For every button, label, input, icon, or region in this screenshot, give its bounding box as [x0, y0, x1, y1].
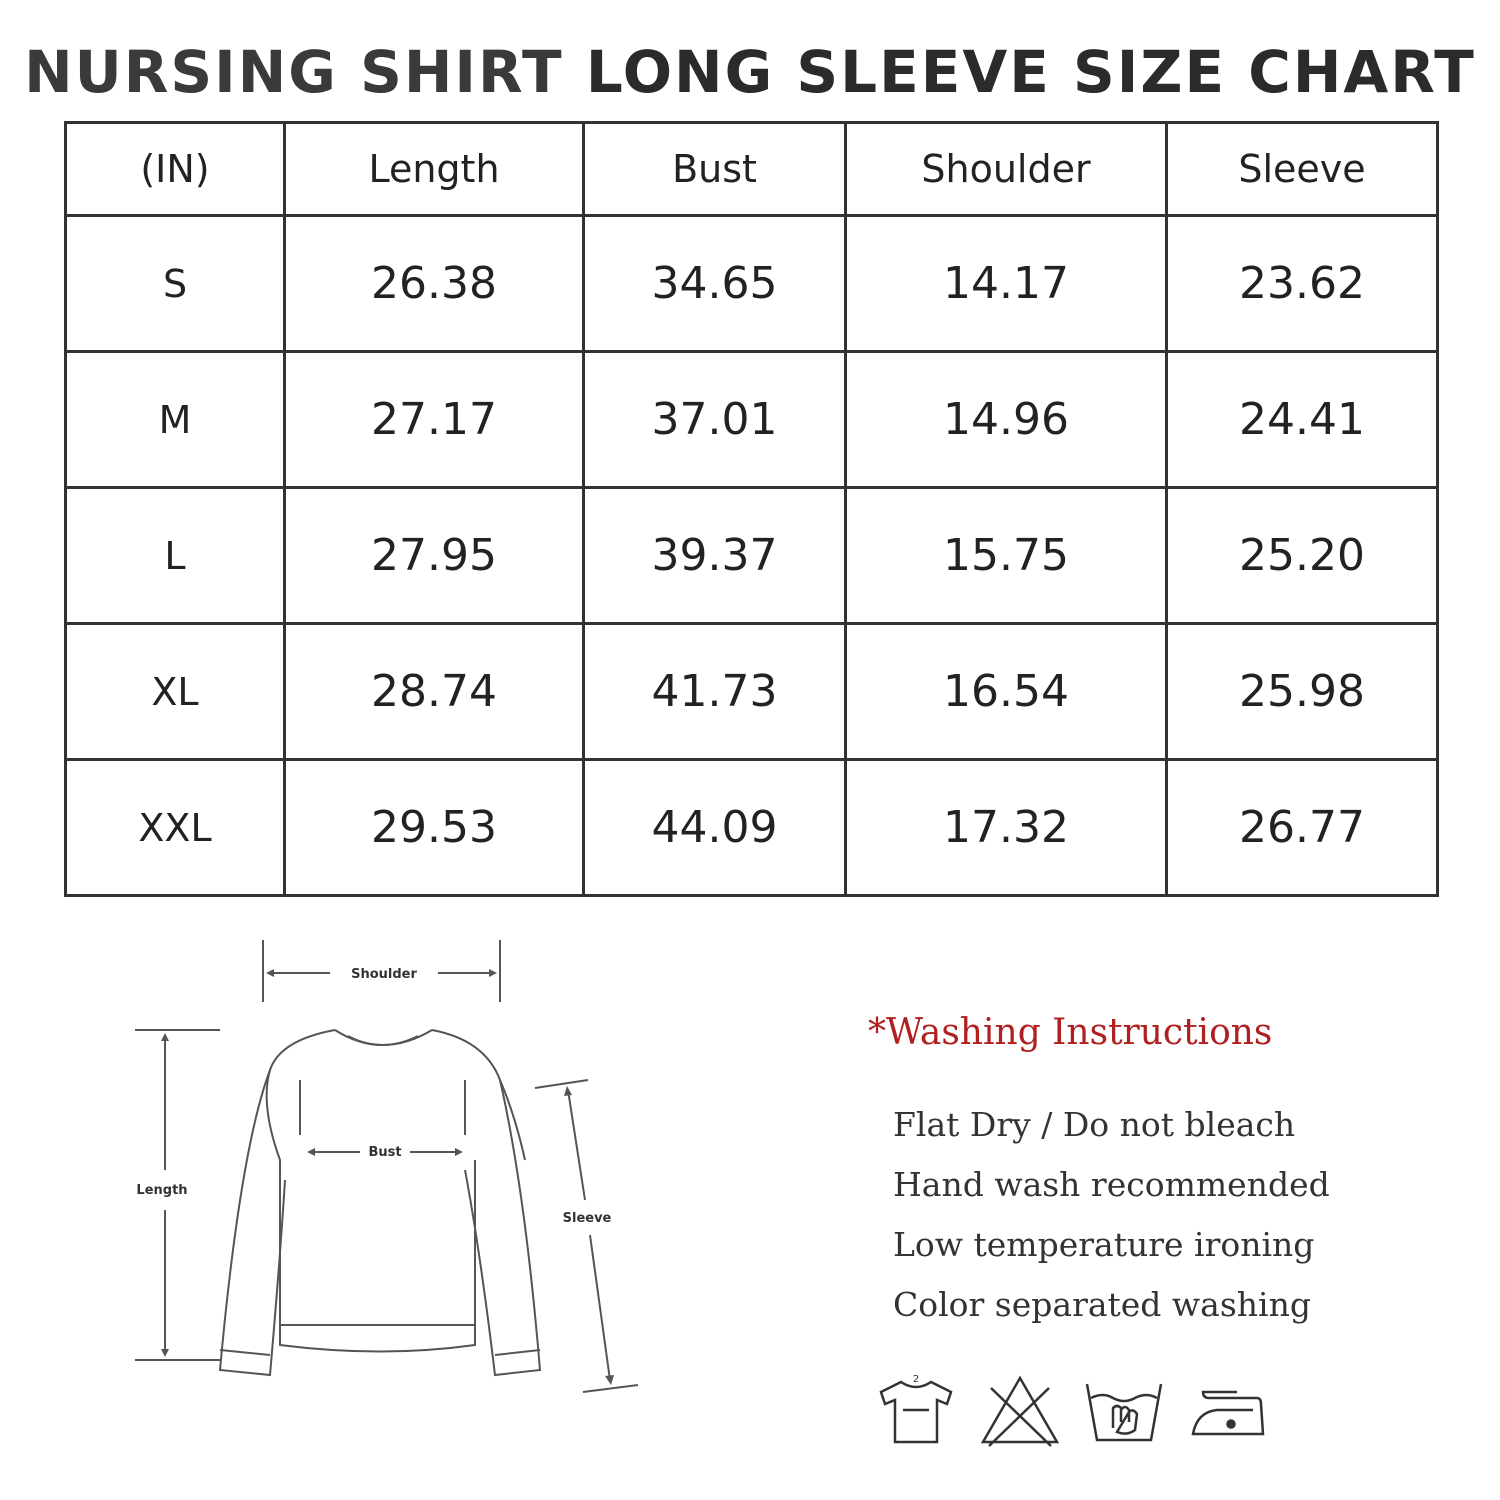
shoulder-cell: 16.54: [846, 624, 1167, 760]
length-cell: 29.53: [285, 760, 584, 896]
size-chart-table: [64, 121, 1439, 897]
bust-cell: 41.73: [584, 624, 846, 760]
list-item: Color separated washing: [893, 1285, 1311, 1324]
title-part-1: NURSING SHIRT: [24, 38, 564, 106]
shoulder-cell: 15.75: [846, 488, 1167, 624]
table-header-row: [66, 123, 1438, 216]
bust-measure: [307, 1145, 463, 1160]
size-cell: XXL: [66, 760, 285, 896]
washing-instructions-list: [893, 1100, 1330, 1340]
page-title: [0, 38, 1500, 106]
care-icons: [875, 1370, 1269, 1452]
length-cell: 26.38: [285, 216, 584, 352]
sleeve-cell: 25.20: [1167, 488, 1438, 624]
title-part-2: LONG SLEEVE SIZE CHART: [585, 38, 1476, 106]
svg-text:2: 2: [912, 1374, 920, 1385]
header-sleeve: Sleeve: [1167, 123, 1438, 216]
header-length: Length: [285, 123, 584, 216]
low-temperature-iron-icon: [1187, 1370, 1269, 1452]
sleeve-cell: 24.41: [1167, 352, 1438, 488]
sleeve-cell: 25.98: [1167, 624, 1438, 760]
do-not-bleach-icon: [979, 1370, 1061, 1452]
table-row: [66, 624, 1438, 760]
length-cell: 27.17: [285, 352, 584, 488]
header-shoulder: Shoulder: [846, 123, 1167, 216]
header-bust: Bust: [584, 123, 846, 216]
washing-instructions-title: *Washing Instructions: [868, 1012, 1273, 1053]
bust-label: Bust: [368, 1145, 402, 1160]
shoulder-cell: 17.32: [846, 760, 1167, 896]
size-cell: XL: [66, 624, 285, 760]
bust-cell: 44.09: [584, 760, 846, 896]
list-item: Hand wash recommended: [893, 1165, 1330, 1204]
table-row: [66, 760, 1438, 896]
sweater-outline: [220, 1030, 540, 1375]
garment-measurement-diagram: [120, 930, 660, 1410]
table-row: [66, 488, 1438, 624]
list-item: Flat Dry / Do not bleach: [893, 1105, 1296, 1144]
length-measure: [135, 1030, 220, 1360]
length-cell: 27.95: [285, 488, 584, 624]
list-item: Low temperature ironing: [893, 1225, 1315, 1264]
bust-cell: 39.37: [584, 488, 846, 624]
shoulder-cell: 14.17: [846, 216, 1167, 352]
sleeve-cell: 23.62: [1167, 216, 1438, 352]
sleeve-label: Sleeve: [562, 1211, 612, 1226]
size-cell: S: [66, 216, 285, 352]
header-unit: (IN): [66, 123, 285, 216]
flat-dry-icon: [875, 1370, 957, 1452]
length-cell: 28.74: [285, 624, 584, 760]
bust-cell: 37.01: [584, 352, 846, 488]
table-row: [66, 352, 1438, 488]
sleeve-measure: [535, 1080, 638, 1392]
hand-wash-icon: [1083, 1370, 1165, 1452]
size-cell: L: [66, 488, 285, 624]
shoulder-measure: [263, 940, 500, 1002]
size-cell: M: [66, 352, 285, 488]
length-label: Length: [136, 1183, 188, 1198]
sleeve-cell: 26.77: [1167, 760, 1438, 896]
table-row: [66, 216, 1438, 352]
shoulder-label: Shoulder: [351, 967, 417, 982]
bust-cell: 34.65: [584, 216, 846, 352]
shoulder-cell: 14.96: [846, 352, 1167, 488]
